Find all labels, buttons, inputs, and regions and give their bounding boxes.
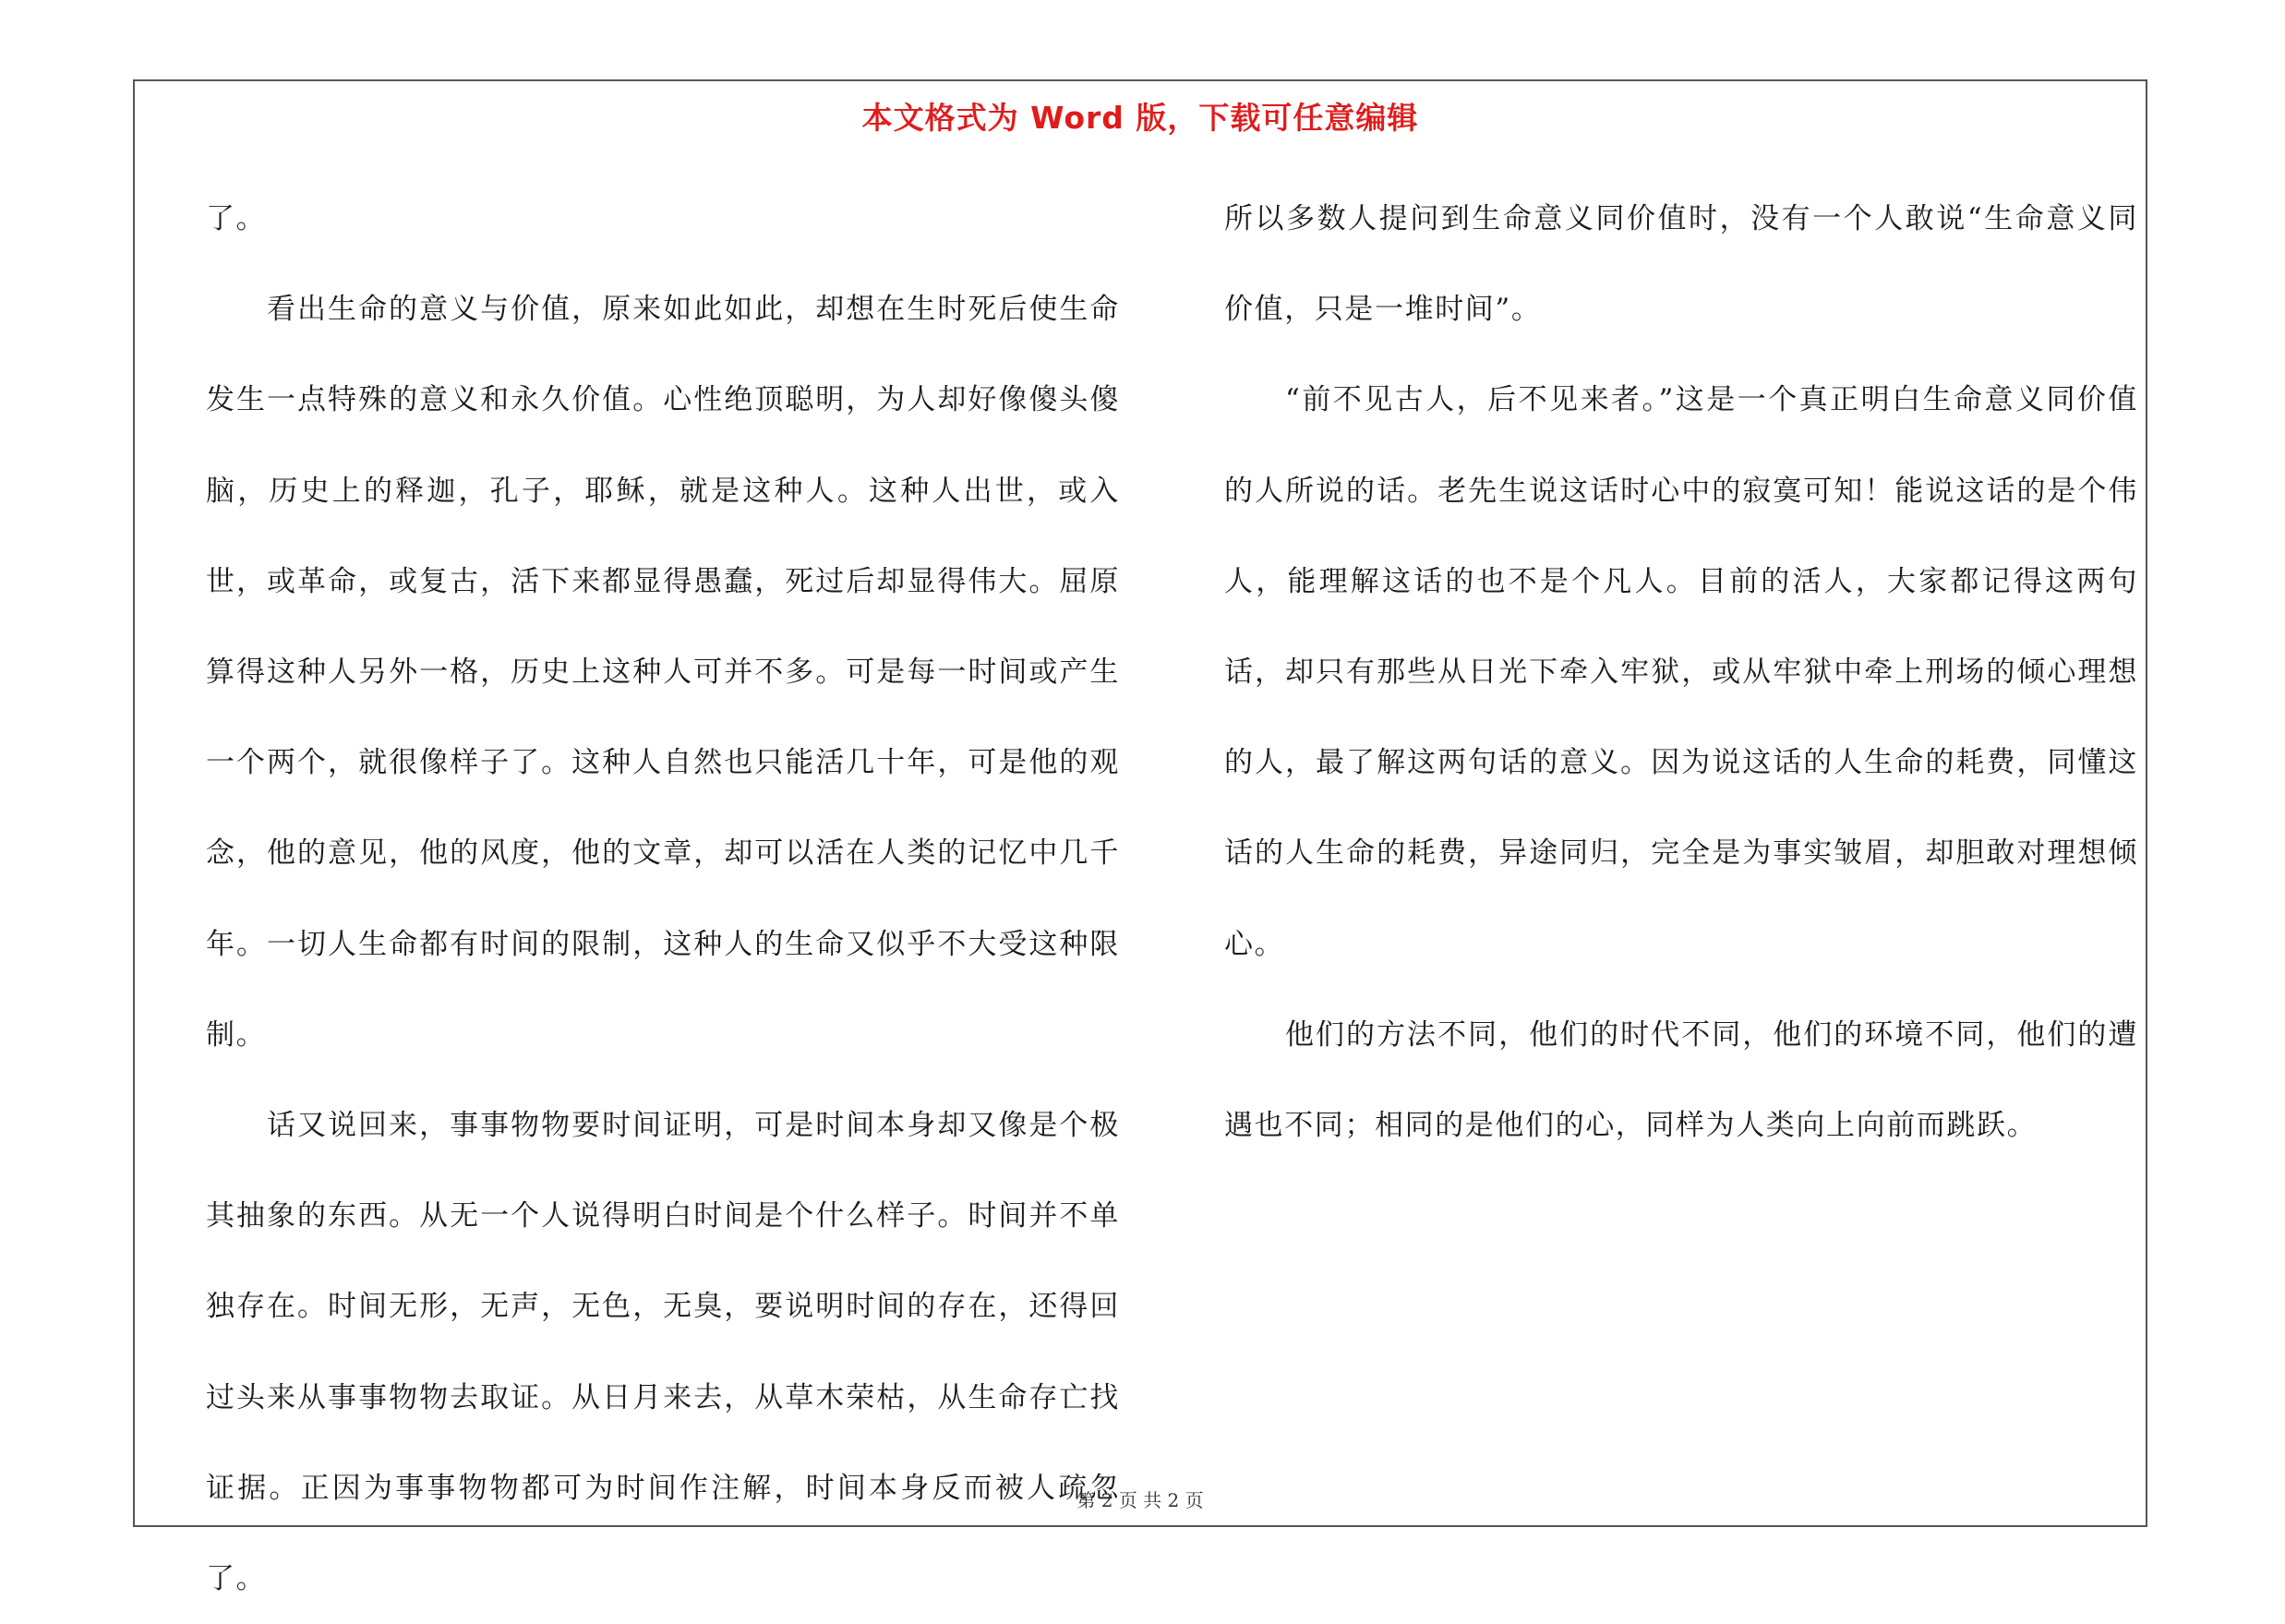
- paragraph: 看出生命的意义与价值，原来如此如此，却想在生时死后使生命发生一点特殊的意义和永久价值。心性绝顶聪明，为人却好像傻头傻脑，历史上的释迦，孔子，耶稣，就是这种人。这种人出世，或入世，或革命，或复古，活下来都显得愚蠢，死过后却显得伟大。屈原算得这种人另外一格，历史上这种人可并不多。可是每一时间或产生一个两个，就很像样子了。这种人自然也只能活几十年，可是他的观念，他的意见，他的风度，他的文章，却可以活在人类的记忆中几千年。一切人生命都有时间的限制，这种人的生命又似乎不大受这种限制。: [206, 293, 1120, 1052]
- paragraph: 他们的方法不同，他们的时代不同，他们的环境不同，他们的遭遇也不同；相同的是他们的心，同样为人类向上向前而跳跃。: [1224, 1017, 2138, 1143]
- right-column: [1224, 174, 2138, 1171]
- paragraph: 了。: [206, 202, 267, 235]
- paragraph: 所以多数人提问到生命意义同价值时，没有一个人敢说“生命意义同价值，只是一堆时间”。: [1224, 202, 2138, 327]
- paragraph: 话又说回来，事事物物要时间证明，可是时间本身却又像是个极其抽象的东西。从无一个人说得明白时间是个什么样子。时间并不单独存在。时间无形，无声，无色，无臭，要说明时间的存在，还得回过头来从事事物物去取证。从日月来去，从草木荣枯，从生命存亡找证据。正因为事事物物都可为时间作注解，时间本身反而被人疏忽了。: [206, 1109, 1120, 1596]
- document-page: [133, 79, 2147, 1596]
- left-column: [206, 174, 1120, 1624]
- format-banner: 本文格式为 Word 版，下载可任意编辑: [861, 100, 1419, 136]
- paragraph: “前不见古人，后不见来者。”这是一个真正明白生命意义同价值的人所说的话。老先生说这话时心中的寂寞可知！能说这话的是个伟人，能理解这话的也不是个凡人。目前的活人，大家都记得这两句话，却只有那些从日光下牵入牢狱，或从牢狱中牵上刑场的倾心理想的人，最了解这两句话的意义。因为说这话的人生命的耗费，同懂这话的人生命的耗费，异途同归，完全是为事实皱眉，却胆敢对理想倾心。: [1224, 383, 2138, 961]
- page-number: 第 2 页 共 2 页: [1076, 1489, 1204, 1511]
